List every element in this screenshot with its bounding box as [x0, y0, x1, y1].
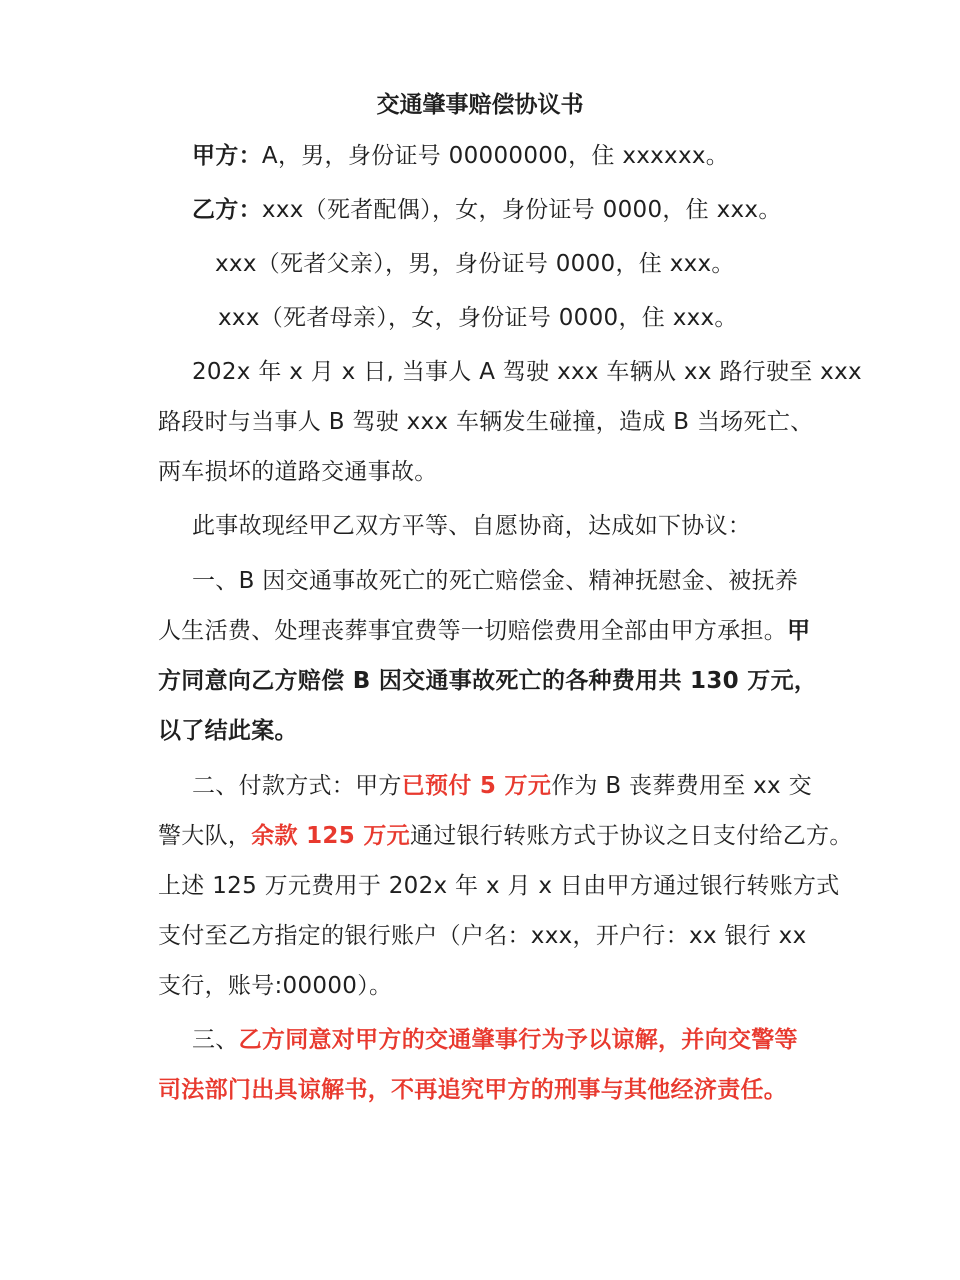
clause2-line-4: 支付至乙方指定的银行账户（户名：xxx，开户行：xx 银行 xx [158, 923, 807, 949]
clause2-line-5: 支行，账号:00000）。 [158, 973, 393, 999]
party-b-mother: xxx（死者母亲），女，身份证号 0000，住 xxx。 [218, 305, 738, 331]
clause1-line-1: 一、B 因交通事故死亡的死亡赔偿金、精神抚慰金、被抚养 [192, 568, 799, 594]
clause2-l1-a: 二、付款方式：甲方 [192, 773, 402, 799]
clause2-l2-a: 警大队， [158, 823, 252, 849]
facts-line-2: 路段时与当事人 B 驾驶 xxx 车辆发生碰撞，造成 B 当场死亡、 [158, 409, 814, 435]
clause1-line-2-bold: 甲 [787, 618, 811, 644]
clause3-l1-highlight: 乙方同意对甲方的交通肇事行为予以谅解，并向交警等 [238, 1027, 798, 1053]
clause2-line-2 [158, 821, 853, 851]
clause1-line-3: 方同意向乙方赔偿 B 因交通事故死亡的各种费用共 130 万元， [158, 668, 818, 694]
party-b-text: xxx（死者配偶），女，身份证号 0000，住 xxx。 [261, 197, 782, 223]
clause2-l2-b: 通过银行转账方式于协议之日支付给乙方。 [409, 823, 853, 849]
party-a-line [192, 141, 729, 171]
clause3-line-2: 司法部门出具谅解书，不再追究甲方的刑事与其他经济责任。 [158, 1077, 788, 1103]
facts-line-3: 两车损坏的道路交通事故。 [158, 459, 438, 485]
clause2-l1-b: 作为 B 丧葬费用至 xx 交 [551, 773, 812, 799]
party-a-text: A，男，身份证号 00000000，住 xxxxxx。 [261, 143, 730, 169]
clause1-line-2 [158, 616, 810, 646]
clause2-line-1 [192, 771, 812, 801]
clause2-line-3: 上述 125 万元费用于 202x 年 x 月 x 日由甲方通过银行转账方式 [158, 873, 840, 899]
clause3-prefix: 三、 [192, 1027, 239, 1053]
document-title: 交通肇事赔偿协议书 [376, 92, 584, 118]
clause1-line-4: 以了结此案。 [158, 718, 298, 744]
facts-line-1: 202x 年 x 月 x 日, 当事人 A 驾驶 xxx 车辆从 xx 路行驶至 xxx [192, 359, 862, 385]
party-b-label: 乙方： [192, 197, 262, 223]
clause3-line-1 [192, 1025, 798, 1055]
party-a-label: 甲方： [192, 143, 262, 169]
clause1-line-2-text: 人生活费、处理丧葬事宜费等一切赔偿费用全部由甲方承担。 [158, 618, 788, 644]
clause2-prepaid-highlight: 已预付 5 万元 [401, 773, 552, 799]
clause2-balance-highlight: 余款 125 万元 [251, 823, 410, 849]
party-b-father: xxx（死者父亲），男，身份证号 0000，住 xxx。 [215, 251, 735, 277]
agreement-intro: 此事故现经甲乙双方平等、自愿协商，达成如下协议： [192, 513, 752, 539]
party-b-line [192, 195, 782, 225]
